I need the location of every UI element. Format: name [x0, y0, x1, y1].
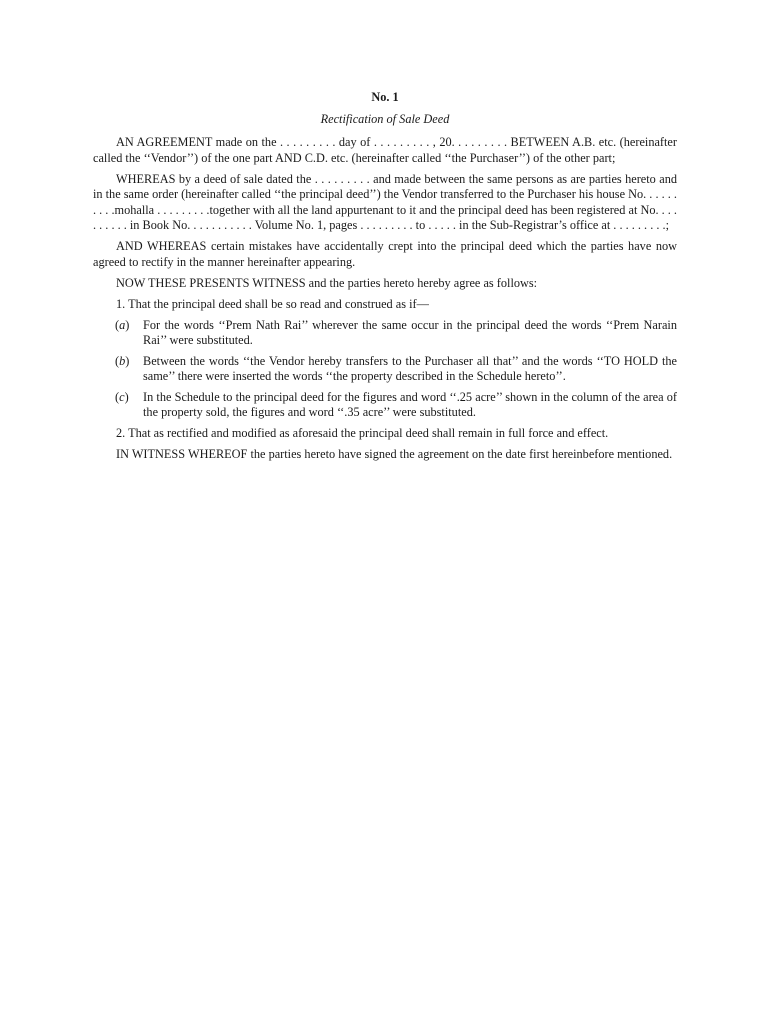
- clause-letter: a: [119, 317, 126, 332]
- clause-label: (c): [115, 389, 129, 404]
- document-title: Rectification of Sale Deed: [320, 111, 450, 126]
- paragraph-whereas: WHEREAS by a deed of sale dated the . . . . . . . . . and made between the same persons as are parties hereto and in the same order (hereinafter called ‘‘the principal deed’’) the Vendor transferred to the Purchaser his house No. . . . . . . . . .mohalla . . . . . . . . .together with all the land appurtenant to it and the principal deed has been registered at No. . . . . . . . . . in Book No. . . . . . . . . . . Volume No. 1, pages . . . . . . . . . to . . . . . in the Sub-Registrar’s office at . . . . . . . . .;: [93, 171, 677, 232]
- clause-a: [115, 318, 677, 349]
- clause-letter: b: [119, 353, 126, 368]
- paragraph-clause-2: 2. That as rectified and modified as aforesaid the principal deed shall remain in full force and effect.: [116, 425, 609, 440]
- clause-label: (a): [115, 317, 130, 332]
- clause-c: [115, 390, 677, 421]
- paragraph-clause-1: 1. That the principal deed shall be so read and construed as if—: [116, 296, 429, 311]
- clause-letter: c: [119, 389, 125, 404]
- clause-b: [115, 354, 677, 385]
- document-number: No. 1: [371, 90, 399, 104]
- clause-label: (b): [115, 353, 130, 368]
- paragraph-agreement: AN AGREEMENT made on the . . . . . . . . . day of . . . . . . . . . , 20. . . . . . . . . BETWEEN A.B. etc. (hereinafter called the ‘‘Vendor’’) of the one part AND C.D. etc. (hereinafter called ‘‘the Purchaser’’) of the other part;: [93, 135, 677, 165]
- clause-text: In the Schedule to the principal deed for the figures and word ‘‘.25 acre’’ shown in the column of the area of the property sold, the figures and word ‘‘.35 acre’’ were substituted.: [143, 389, 677, 419]
- clause-text: Between the words ‘‘the Vendor hereby transfers to the Purchaser all that’’ and the words ‘‘TO HOLD the same’’ there were inserted the words ‘‘the property described in the Schedule hereto’’.: [143, 353, 677, 383]
- paragraph-and-whereas: AND WHEREAS certain mistakes have accidentally crept into the principal deed which the parties have now agreed to rectify in the manner hereinafter appearing.: [93, 239, 677, 269]
- paragraph-in-witness: IN WITNESS WHEREOF the parties hereto have signed the agreement on the date first hereinbefore mentioned.: [116, 446, 673, 461]
- paragraph-witness: NOW THESE PRESENTS WITNESS and the parties hereto hereby agree as follows:: [116, 275, 538, 290]
- document-page: [93, 90, 677, 468]
- clause-text: For the words ‘‘Prem Nath Rai’’ wherever the same occur in the principal deed the words ‘‘Prem Narain Rai’’ were substituted.: [143, 317, 677, 347]
